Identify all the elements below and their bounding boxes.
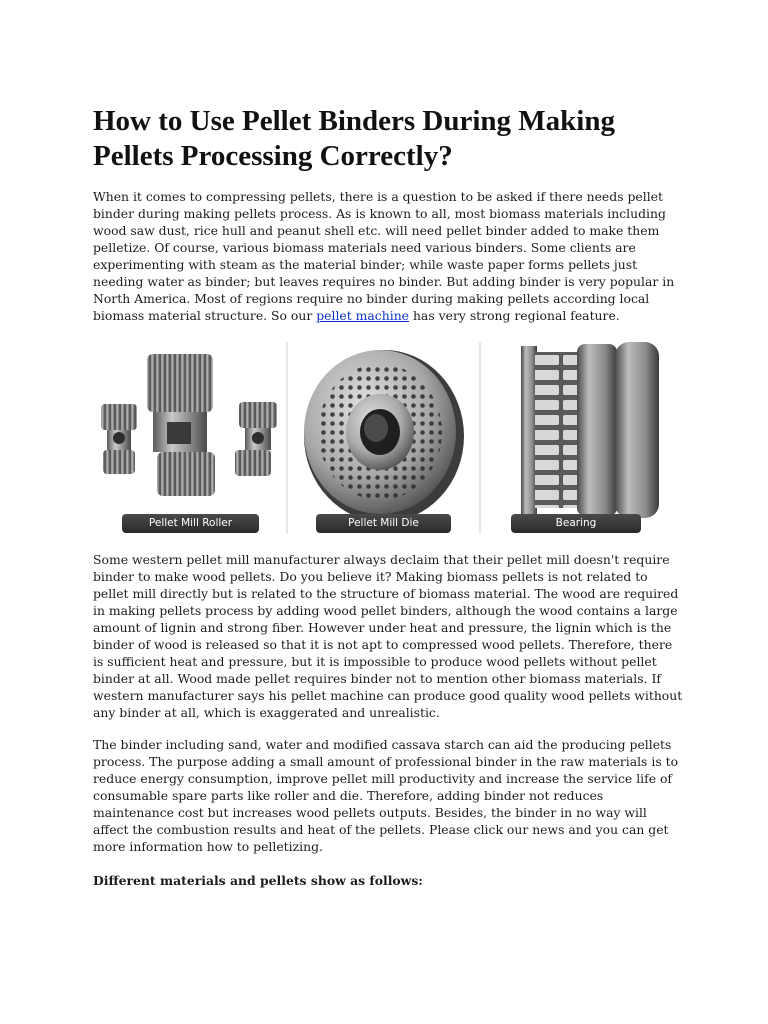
bearing-image — [485, 338, 667, 538]
body-paragraph: Some western pellet mill manufacturer always declaim that their pellet mill doesn't require binder to make wood pellets. Do you believe it? Making biomass pellets is not related to pellet mill directly but is related to the structure of biomass material. The wood are required in making pellets process by adding wood pellet binders, although the wood contains a large amount of lignin and strong fiber. However under heat and pressure, the lignin which is the binder of wood is released so that it is not apt to compressed wood pellets. Therefore, there is sufficient heat and pressure, but it is impossible to produce wood pellets without pellet binder at all. Wood made pellet requires binder not to mention other biomass materials. If western manufacturer says his pellet machine can produce good quality wood pellets without any binder at all, which is exaggerated and unrealistic. — [93, 552, 683, 720]
bearing-illustration — [485, 338, 667, 538]
intro-text-end: has very strong regional feature. — [409, 308, 620, 323]
intro-paragraph — [93, 188, 683, 324]
roller-illustration — [95, 338, 283, 538]
section-subheading: Different materials and pellets show as follows: — [93, 873, 423, 888]
pellet-mill-die-image — [292, 338, 476, 538]
body-paragraph: The binder including sand, water and modified cassava starch can aid the producing pellets process. The purpose adding a small amount of professional binder in the raw materials is to reduce energy consumption, improve pellet mill productivity and increase the service life of consumable spare parts like roller and die. Therefore, adding binder not reduces maintenance cost but increases wood pellets outputs. Besides, the binder in no way will affect the combustion results and heat of the pellets. Please click our news and you can get more information how to pelletizing. — [93, 737, 679, 854]
gallery-divider — [479, 342, 481, 534]
roller-caption: Pellet Mill Roller — [122, 514, 259, 533]
intro-text: When it comes to compressing pellets, there is a question to be asked if there needs pellet binder during making pellets process. As is known to all, most biomass materials including wood saw dust, rice hull and peanut shell etc. will need pellet binder added to make them pelletize. Of course, various biomass materials need various binders. Some clients are experimenting with steam as the material binder; while waste paper forms pellets just needing water as binder; but leaves requires no binder. But adding binder is very popular in North America. Most of regions require no binder during making pellets according local biomass material structure. So our — [93, 189, 675, 323]
die-caption: Pellet Mill Die — [316, 514, 451, 533]
bearing-caption: Bearing — [511, 514, 641, 533]
die-illustration — [292, 338, 476, 538]
gallery-divider — [286, 342, 288, 534]
parts-image-gallery — [95, 338, 667, 538]
article-title: How to Use Pellet Binders During Making Pellets Processing Correctly? — [93, 105, 615, 172]
pellet-mill-roller-image — [95, 338, 283, 538]
pellet-machine-link[interactable]: pellet machine — [316, 308, 410, 323]
